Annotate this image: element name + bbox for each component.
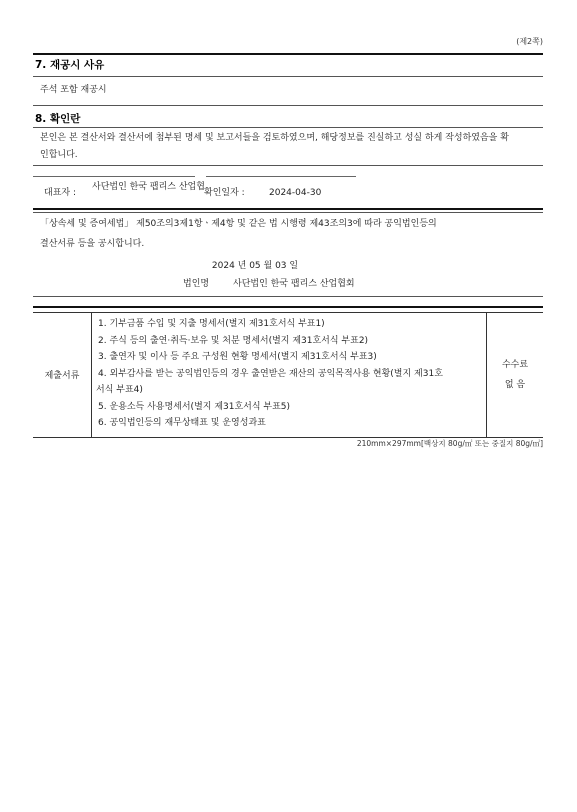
- divider: [33, 306, 543, 308]
- list-item: 5. 운용소득 사용명세서(별지 제31호서식 부표5): [98, 401, 291, 412]
- section7-content: 주석 포함 재공시: [40, 85, 107, 95]
- declaration-date: 2024 년 05 월 03 일: [211, 261, 299, 271]
- list-item: 6. 공익법인등의 재무상태표 및 운영성과표: [98, 418, 266, 428]
- section7-title: 7. 재공시 사유: [35, 59, 105, 71]
- divider: [33, 165, 543, 166]
- submission-label: 제출서류: [33, 313, 92, 438]
- divider: [33, 208, 543, 210]
- fee-label: 수수료: [501, 359, 529, 370]
- declaration-line2: 결산서류 등을 공시합니다.: [40, 239, 145, 249]
- divider: [33, 212, 543, 213]
- divider: [33, 105, 543, 106]
- corp-name: 사단법인 한국 팹리스 산업협회: [233, 279, 355, 289]
- paper-spec: 210mm×297mm[백상지 80g/㎡ 또는 중질지 80g/㎡]: [356, 439, 543, 448]
- section8-text-line1: 본인은 본 결산서와 결산서에 첨부된 명세 및 보고서들을 검토하였으며, 해당정보를 진실하고 성실 하게 작성하였음을 확: [40, 133, 509, 143]
- list-item: 서식 부표4): [96, 385, 143, 395]
- divider: [33, 53, 543, 55]
- corp-label: 법인명: [183, 279, 210, 289]
- date-value: 2024-04-30: [269, 188, 322, 198]
- list-item: 2. 주식 등의 출연·취득·보유 및 처분 명세서(별지 제31호서식 부표2): [98, 335, 369, 346]
- list-item: 3. 출연자 및 이사 등 주요 구성원 현황 명세서(별지 제31호서식 부표3): [98, 352, 377, 362]
- date-label: 확인일자 :: [204, 188, 245, 198]
- section8-title: 8. 확인란: [35, 113, 81, 125]
- declaration-line1: 「상속세 및 증여세법」 제50조의3제1항ㆍ제4항 및 같은 법 시행령 제43조의3에 따라 공익법인등의: [40, 219, 437, 229]
- page-number: (제2쪽): [516, 37, 543, 46]
- submission-list: [92, 313, 487, 438]
- divider: [33, 296, 543, 297]
- rep-value: 사단법인 한국 팹리스 산업협: [92, 182, 205, 192]
- fee-value: 없 음: [504, 379, 526, 390]
- fee-cell: [487, 313, 544, 438]
- section8-text: [40, 130, 545, 164]
- list-item: 1. 기부금품 수입 및 지출 명세서(별지 제31호서식 부표1): [98, 319, 325, 329]
- signature-line: [206, 176, 356, 177]
- list-item: 4. 외부감사를 받는 공익법인등의 경우 출연받은 재산의 공익목적사용 현황(별지 제31호: [98, 368, 443, 379]
- divider: [33, 127, 543, 128]
- rep-label: 대표자 :: [44, 188, 76, 198]
- divider: [33, 76, 543, 77]
- submission-table: [33, 312, 543, 438]
- section8-text-line2: 인합니다.: [40, 150, 78, 160]
- signature-line: [33, 176, 195, 177]
